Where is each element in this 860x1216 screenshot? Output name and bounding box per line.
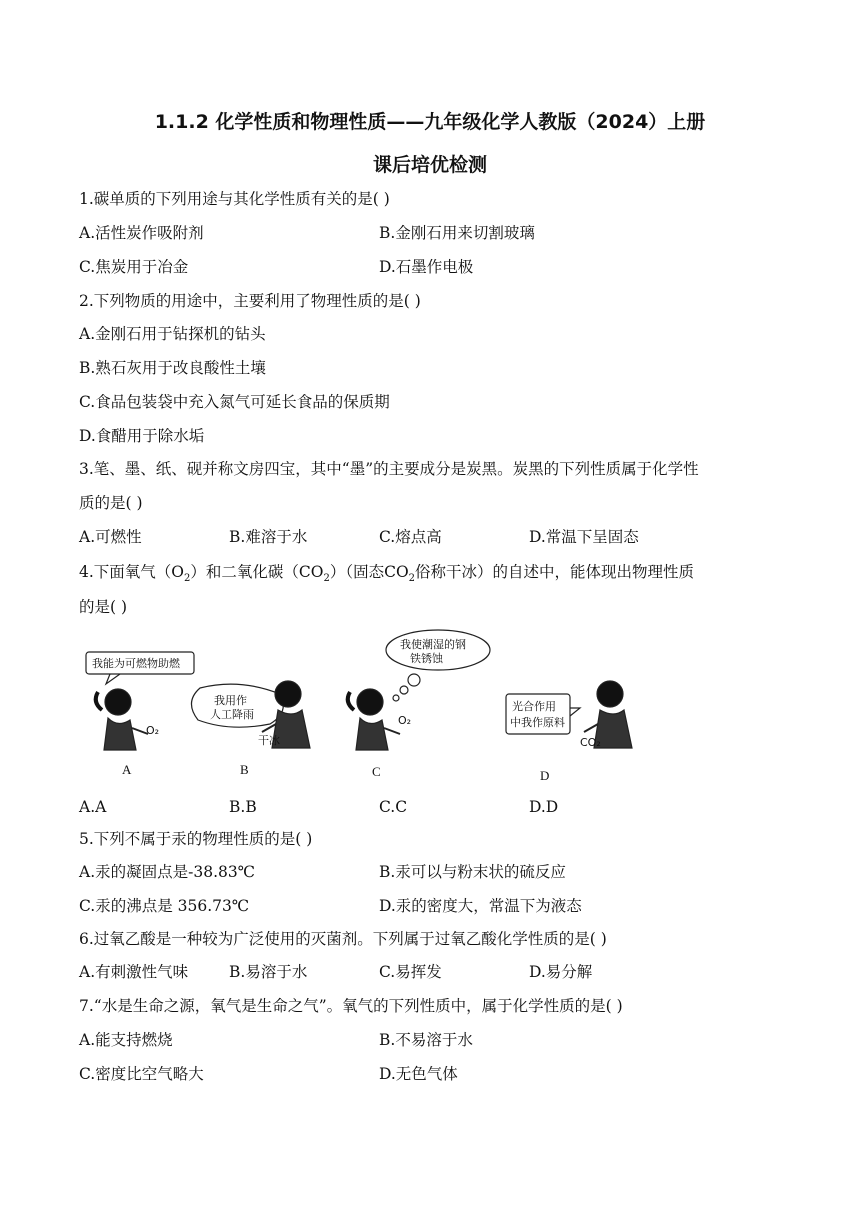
question-3-stem-line2: 质的是( )	[79, 494, 143, 512]
bubble-d-text2: 中我作原料	[510, 716, 565, 729]
question-5-option-b: B.汞可以与粉末状的硫反应	[379, 863, 566, 881]
question-4-option-d: D.D	[529, 798, 559, 816]
bubble-c-text2: 铁锈蚀	[410, 652, 443, 665]
question-7-option-c: C.密度比空气略大	[79, 1065, 204, 1083]
label-o2-c: O₂	[398, 714, 412, 727]
question-1-option-a: A.活性炭作吸附剂	[79, 224, 204, 242]
bubble-c-text1: 我使潮湿的钢	[400, 638, 466, 651]
page-title-line1: 1.1.2 化学性质和物理性质——九年级化学人教版（2024）上册	[154, 111, 706, 133]
question-3-option-d: D.常温下呈固态	[529, 528, 639, 546]
girl-a-icon	[96, 689, 148, 750]
question-1-option-c: C.焦炭用于冶金	[79, 258, 189, 276]
question-2-stem: 2.下列物质的用途中，主要利用了物理性质的是( )	[79, 292, 421, 310]
question-3-option-b: B.难溶于水	[229, 528, 308, 546]
question-4-option-c: C.C	[379, 798, 408, 816]
bubble-b-text1: 我用作	[214, 694, 247, 707]
question-6-option-d: D.易分解	[529, 963, 593, 981]
question-2-option-a: A.金刚石用于钻探机的钻头	[79, 325, 266, 343]
question-4-stem-line2: 的是( )	[79, 598, 128, 616]
page-title-line2: 课后培优检测	[372, 154, 487, 176]
question-7-option-d: D.无色气体	[379, 1065, 458, 1083]
caption-c: C	[372, 764, 381, 779]
question-2-option-c: C.食品包装袋中充入氮气可延长食品的保质期	[79, 393, 390, 411]
question-6-option-b: B.易溶于水	[229, 963, 308, 981]
question-3-stem-line1: 3.笔、墨、纸、砚并称文房四宝，其中“墨”的主要成分是炭黑。炭黑的下列性质属于化学性	[79, 460, 699, 478]
question-6-option-a: A.有刺激性气味	[79, 963, 189, 981]
caption-a: A	[122, 762, 132, 777]
caption-d: D	[540, 768, 550, 783]
question-2-option-b: B.熟石灰用于改良酸性土壤	[79, 359, 266, 377]
question-4-stem-line1: 4.下面氧气$(O_2)$和二氧化碳$(CO_2)$（固态$CO_2$俗称干冰）的自述中，能体现出物理性质	[79, 563, 695, 585]
question-5-option-a: A.汞的凝固点是-38.83℃	[79, 863, 256, 881]
question-3-option-c: C.熔点高	[379, 528, 442, 546]
question-1-option-d: D.石墨作电极	[379, 258, 474, 276]
question-7-option-a: A.能支持燃烧	[79, 1031, 173, 1049]
girl-c-icon	[348, 689, 400, 750]
label-co2: CO₂	[580, 736, 601, 749]
question-5-stem: 5.下列不属于汞的物理性质的是( )	[79, 830, 313, 848]
question-6-option-c: C.易挥发	[379, 963, 442, 981]
label-o2-a: O₂	[146, 724, 160, 737]
bubble-a-text: 我能为可燃物助燃	[92, 657, 180, 670]
question-6-stem: 6.过氧乙酸是一种较为广泛使用的灭菌剂。下列属于过氧乙酸化学性质的是( )	[79, 930, 607, 948]
question-7-stem: 7.“水是生命之源，氧气是生命之气”。氧气的下列性质中，属于化学性质的是( )	[79, 997, 623, 1015]
caption-b: B	[240, 762, 249, 777]
question-4-option-a: A.A	[79, 798, 107, 816]
label-dry-ice: 干冰	[258, 734, 280, 747]
question-1-option-b: B.金刚石用来切割玻璃	[379, 224, 535, 242]
question-1-stem: 1.碳单质的下列用途与其化学性质有关的是( )	[79, 190, 390, 208]
question-4-option-b: B.B	[229, 798, 257, 816]
question-7-option-b: B.不易溶于水	[379, 1031, 473, 1049]
bubble-d-text1: 光合作用	[512, 700, 556, 713]
question-3-option-a: A.可燃性	[79, 528, 142, 546]
question-4-figure	[80, 628, 660, 788]
question-2-option-d: D.食醋用于除水垢	[79, 427, 205, 445]
question-5-option-d: D.汞的密度大，常温下为液态	[379, 897, 582, 915]
bubble-b-text2: 人工降雨	[210, 708, 254, 721]
question-5-option-c: C.汞的沸点是 356.73℃	[79, 897, 250, 915]
